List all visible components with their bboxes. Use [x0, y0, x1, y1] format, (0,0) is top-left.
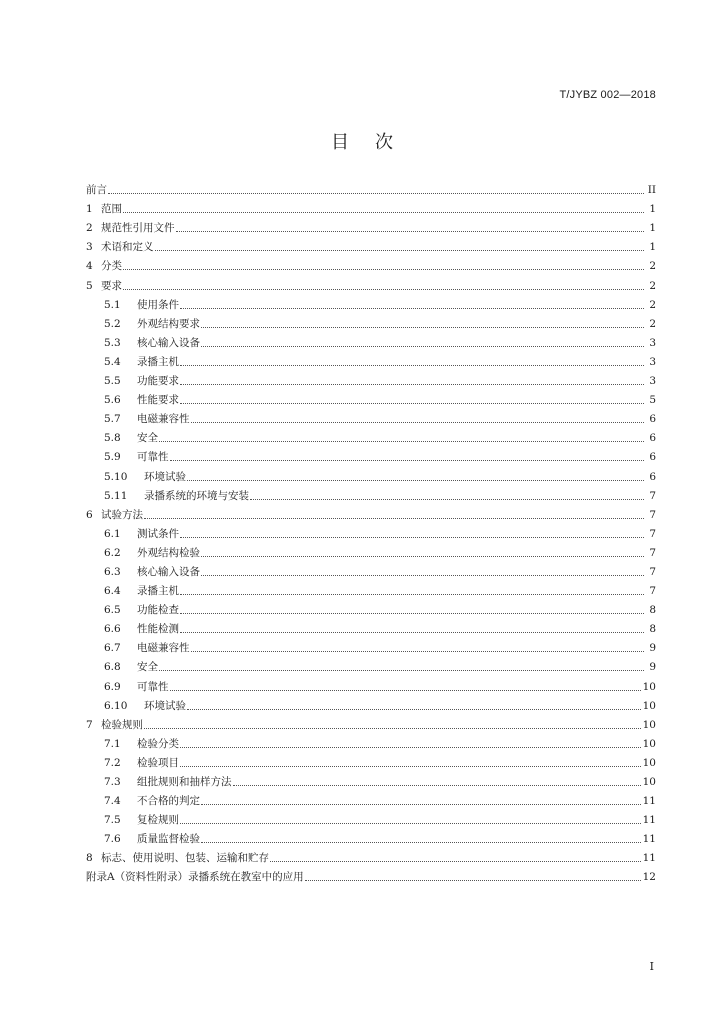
toc-entry[interactable]: [86, 178, 656, 197]
toc-entry-page: 7: [649, 527, 656, 540]
toc-entry-page: 3: [649, 375, 656, 388]
toc-entry[interactable]: [86, 407, 656, 426]
toc-entry[interactable]: [86, 694, 656, 713]
toc-entry-number: 5.11: [104, 489, 128, 502]
toc-entry[interactable]: [86, 273, 656, 292]
toc-dot-leader: [159, 441, 644, 442]
toc-entry[interactable]: [86, 636, 656, 655]
toc-entry-number: 5.1: [104, 298, 121, 311]
toc-entry-label: 前言: [86, 184, 107, 197]
toc-entry-label: 外观结构要求: [137, 317, 200, 330]
toc-entry[interactable]: [86, 426, 656, 445]
toc-dot-leader: [187, 709, 641, 710]
toc-entry-number: 7.5: [104, 814, 121, 827]
table-of-contents: [86, 178, 656, 884]
toc-entry-page: 1: [649, 222, 656, 235]
toc-entry-number: 5.10: [104, 470, 128, 483]
toc-entry-number: 7.2: [104, 756, 121, 769]
toc-entry-page: 2: [649, 279, 656, 292]
toc-entry-number: 6.1: [104, 527, 121, 540]
toc-entry[interactable]: [86, 846, 656, 865]
toc-entry-label: 规范性引用文件: [101, 222, 175, 235]
toc-entry-page: 10: [642, 776, 656, 788]
toc-entry[interactable]: [86, 617, 656, 636]
toc-entry[interactable]: [86, 751, 656, 770]
toc-dot-leader: [201, 327, 644, 328]
toc-dot-leader: [201, 575, 644, 576]
toc-entry-number: 6.6: [104, 623, 121, 636]
toc-entry-label: 功能要求: [137, 375, 179, 388]
toc-entry[interactable]: [86, 598, 656, 617]
toc-entry-number: 5.3: [104, 336, 121, 349]
toc-entry-label: 电磁兼容性: [137, 413, 190, 426]
toc-entry-label: 性能要求: [137, 394, 179, 407]
toc-entry-page: 2: [649, 298, 656, 311]
toc-entry[interactable]: [86, 388, 656, 407]
toc-entry-page: 11: [642, 795, 656, 808]
toc-dot-leader: [180, 365, 644, 366]
toc-entry-label: 使用条件: [137, 298, 179, 311]
toc-entry[interactable]: [86, 350, 656, 369]
toc-entry-page: 6: [649, 432, 656, 445]
toc-entry-page: 6: [649, 451, 656, 464]
toc-entry-label: 录播主机: [137, 585, 179, 598]
toc-entry[interactable]: [86, 732, 656, 751]
toc-entry-page: 10: [642, 680, 656, 693]
toc-entry-number: 5.2: [104, 317, 121, 330]
toc-dot-leader: [123, 269, 644, 270]
toc-entry-page: 6: [649, 413, 656, 426]
toc-entry[interactable]: [86, 312, 656, 331]
toc-entry-number: 6.4: [104, 585, 121, 598]
toc-entry-label: 外观结构检验: [137, 546, 200, 559]
toc-entry-label: 检验分类: [137, 737, 179, 750]
toc-entry-number: 7.6: [104, 833, 121, 846]
toc-entry-label: 电磁兼容性: [137, 642, 190, 655]
toc-entry[interactable]: [86, 789, 656, 808]
toc-entry-label: 可靠性: [137, 451, 169, 464]
toc-entry[interactable]: [86, 464, 656, 483]
toc-entry[interactable]: [86, 655, 656, 674]
toc-entry-number: 5.5: [104, 375, 121, 388]
toc-entry-page: 11: [642, 833, 656, 846]
toc-entry-label: 术语和定义: [101, 241, 154, 254]
toc-entry-number: 7.3: [104, 776, 121, 788]
toc-dot-leader: [176, 231, 645, 232]
toc-entry[interactable]: [86, 216, 656, 235]
toc-dot-leader: [201, 842, 641, 843]
toc-entry-label: 环境试验: [144, 470, 186, 483]
toc-entry[interactable]: [86, 541, 656, 560]
toc-entry-number: 5.7: [104, 413, 121, 426]
toc-entry-number: 3: [86, 241, 93, 254]
toc-entry-number: 6: [86, 508, 93, 521]
toc-dot-leader: [180, 384, 644, 385]
toc-entry-number: 6.8: [104, 661, 121, 674]
toc-entry-page: 9: [649, 642, 656, 655]
toc-dot-leader: [123, 212, 644, 213]
toc-entry[interactable]: [86, 331, 656, 350]
toc-entry-page: 12: [642, 871, 656, 884]
toc-dot-leader: [233, 785, 641, 786]
toc-entry-label: 安全: [137, 432, 158, 445]
toc-entry-label: 核心输入设备: [137, 336, 200, 349]
toc-dot-leader: [155, 250, 645, 251]
toc-dot-leader: [170, 460, 645, 461]
toc-entry-number: 5.4: [104, 355, 121, 368]
toc-entry-number: 6.7: [104, 642, 121, 655]
toc-entry-number: 6.3: [104, 565, 121, 578]
document-code: T/JYBZ 002—2018: [559, 89, 656, 101]
toc-entry-label: 附录A（资料性附录）录播系统在教室中的应用: [86, 871, 304, 884]
toc-entry-page: 8: [649, 604, 656, 617]
toc-entry[interactable]: [86, 827, 656, 846]
toc-dot-leader: [159, 670, 644, 671]
toc-dot-leader: [144, 518, 644, 519]
toc-entry-number: 6.5: [104, 604, 121, 617]
toc-entry-page: 10: [642, 699, 656, 712]
toc-entry[interactable]: [86, 369, 656, 388]
toc-entry-label: 可靠性: [137, 680, 169, 693]
toc-entry-label: 性能检测: [137, 623, 179, 636]
toc-entry-page: 8: [649, 623, 656, 636]
toc-entry-label: 环境试验: [144, 699, 186, 712]
toc-entry-page: 11: [642, 852, 656, 865]
toc-entry-page: 6: [649, 470, 656, 483]
toc-entry-page: II: [647, 184, 656, 197]
toc-entry-label: 要求: [101, 279, 122, 292]
toc-entry-label: 录播主机: [137, 355, 179, 368]
toc-entry-number: 6.9: [104, 680, 121, 693]
toc-entry-page: 1: [649, 241, 656, 254]
toc-dot-leader: [201, 556, 644, 557]
toc-entry-page: 3: [649, 355, 656, 368]
toc-entry-label: 质量监督检验: [137, 833, 200, 846]
toc-entry-label: 分类: [101, 260, 122, 273]
toc-entry-number: 7: [86, 718, 93, 731]
toc-entry-number: 6.2: [104, 546, 121, 559]
toc-dot-leader: [180, 632, 644, 633]
toc-entry[interactable]: [86, 235, 656, 254]
toc-entry[interactable]: [86, 254, 656, 273]
toc-entry[interactable]: [86, 503, 656, 522]
toc-entry-label: 组批规则和抽样方法: [137, 776, 232, 788]
toc-entry-label: 复检规则: [137, 814, 179, 827]
toc-entry-page: 7: [649, 508, 656, 521]
toc-dot-leader: [180, 613, 644, 614]
toc-entry[interactable]: [86, 808, 656, 827]
toc-entry-page: 11: [642, 814, 656, 827]
toc-dot-leader: [180, 594, 644, 595]
toc-entry-number: 5.8: [104, 432, 121, 445]
toc-entry-number: 7.4: [104, 795, 121, 808]
toc-entry-label: 功能检查: [137, 604, 179, 617]
toc-dot-leader: [180, 403, 644, 404]
toc-entry-page: 10: [642, 718, 656, 731]
toc-entry-number: 2: [86, 222, 93, 235]
toc-entry-number: 1: [86, 203, 93, 216]
toc-entry[interactable]: [86, 484, 656, 503]
toc-entry[interactable]: [86, 579, 656, 598]
toc-dot-leader: [180, 766, 641, 767]
toc-entry-page: 10: [642, 756, 656, 769]
toc-entry-page: 1: [649, 203, 656, 216]
toc-dot-leader: [144, 728, 641, 729]
toc-dot-leader: [201, 804, 641, 805]
page-number: I: [649, 960, 654, 973]
toc-entry-label: 测试条件: [137, 527, 179, 540]
toc-entry-page: 7: [649, 585, 656, 598]
toc-dot-leader: [191, 651, 645, 652]
toc-entry[interactable]: [86, 865, 656, 884]
toc-entry-label: 试验方法: [101, 508, 143, 521]
toc-entry[interactable]: [86, 560, 656, 579]
toc-entry-label: 检验规则: [101, 718, 143, 731]
toc-entry[interactable]: [86, 197, 656, 216]
toc-dot-leader: [250, 499, 644, 500]
toc-entry[interactable]: [86, 445, 656, 464]
toc-entry-page: 2: [649, 317, 656, 330]
toc-entry-label: 核心输入设备: [137, 565, 200, 578]
toc-entry-label: 安全: [137, 661, 158, 674]
toc-dot-leader: [108, 193, 644, 194]
toc-entry-number: 7.1: [104, 737, 121, 750]
toc-entry-page: 2: [649, 260, 656, 273]
toc-entry-number: 8: [86, 852, 93, 865]
toc-dot-leader: [180, 823, 641, 824]
toc-entry-label: 标志、使用说明、包装、运输和贮存: [101, 852, 269, 865]
toc-entry-page: 10: [642, 737, 656, 750]
toc-dot-leader: [180, 537, 644, 538]
toc-entry[interactable]: [86, 522, 656, 541]
toc-entry-number: 6.10: [104, 699, 128, 712]
toc-entry[interactable]: [86, 674, 656, 693]
toc-entry-number: 4: [86, 260, 93, 273]
toc-entry-label: 录播系统的环境与安装: [144, 489, 249, 502]
page-title: 目次: [331, 132, 419, 153]
toc-dot-leader: [201, 346, 644, 347]
toc-dot-leader: [180, 747, 641, 748]
toc-entry-page: 7: [649, 565, 656, 578]
toc-entry-label: 不合格的判定: [137, 795, 200, 808]
toc-entry-number: 5.9: [104, 451, 121, 464]
toc-entry[interactable]: [86, 713, 656, 732]
toc-dot-leader: [270, 861, 641, 862]
toc-entry-label: 范围: [101, 203, 122, 216]
toc-dot-leader: [180, 308, 644, 309]
toc-entry-page: 5: [649, 394, 656, 407]
toc-entry-page: 9: [649, 661, 656, 674]
toc-entry-label: 检验项目: [137, 756, 179, 769]
toc-entry-page: 7: [649, 489, 656, 502]
toc-entry[interactable]: [86, 770, 656, 789]
toc-entry-page: 3: [649, 336, 656, 349]
toc-dot-leader: [187, 480, 644, 481]
toc-dot-leader: [305, 880, 641, 881]
toc-entry-number: 5: [86, 279, 93, 292]
toc-dot-leader: [123, 289, 644, 290]
toc-dot-leader: [170, 690, 641, 691]
toc-entry[interactable]: [86, 293, 656, 312]
toc-entry-page: 7: [649, 546, 656, 559]
toc-dot-leader: [191, 422, 645, 423]
toc-entry-number: 5.6: [104, 394, 121, 407]
